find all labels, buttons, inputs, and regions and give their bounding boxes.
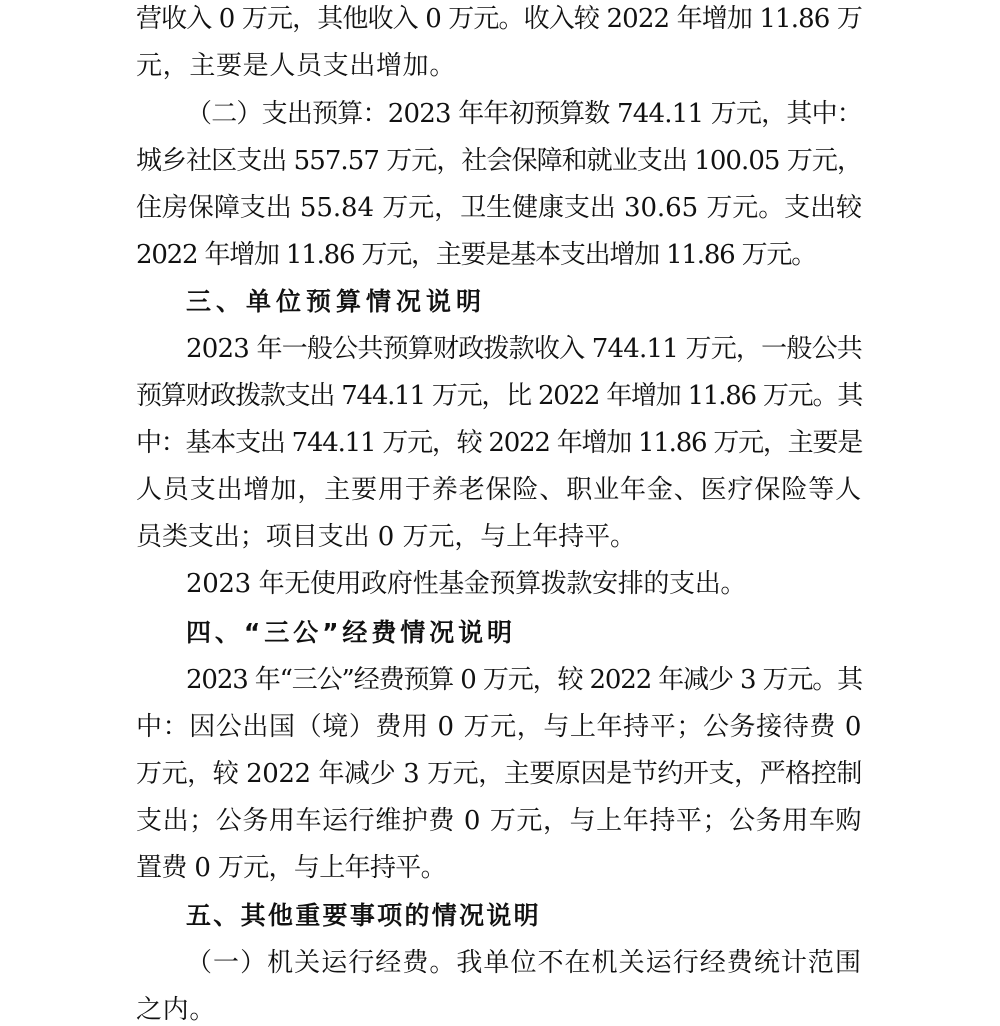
text-line-19: 置费 0 万元，与上年持平。 <box>136 853 446 883</box>
section-heading-4: 四、“三公”经费情况说明 <box>186 618 516 647</box>
text-line-12: 员类支出；项目支出 0 万元，与上年持平。 <box>136 522 636 552</box>
section-heading-5: 五、其他重要事项的情况说明 <box>186 901 541 930</box>
text-line-8: 2023 年一般公共预算财政拨款收入 744.11 万元，一般公共 <box>186 334 862 364</box>
text-line-1: 营收入 0 万元，其他收入 0 万元。收入较 2022 年增加 11.86 万 <box>136 4 862 34</box>
text-line-17: 万元，较 2022 年减少 3 万元，主要原因是节约开支，严格控制 <box>136 759 862 789</box>
text-line-11: 人员支出增加，主要用于养老保险、职业年金、医疗保险等人 <box>136 475 862 505</box>
text-line-13: 2023 年无使用政府性基金预算拨款安排的支出。 <box>186 569 746 599</box>
text-line-2: 元，主要是人员支出增加。 <box>136 51 456 81</box>
text-line-16: 中：因公出国（境）费用 0 万元，与上年持平；公务接待费 0 <box>136 712 862 742</box>
text-line-3: （二）支出预算：2023 年年初预算数 744.11 万元，其中： <box>186 99 862 129</box>
text-line-5: 住房保障支出 55.84 万元，卫生健康支出 30.65 万元。支出较 <box>136 193 862 223</box>
section-heading-3: 三、单位预算情况说明 <box>186 287 486 316</box>
text-line-6: 2022 年增加 11.86 万元，主要是基本支出增加 11.86 万元。 <box>136 240 816 270</box>
text-line-10: 中：基本支出 744.11 万元，较 2022 年增加 11.86 万元，主要是 <box>136 428 862 458</box>
text-line-9: 预算财政拨款支出 744.11 万元，比 2022 年增加 11.86 万元。其 <box>136 381 862 411</box>
text-line-18: 支出；公务用车运行维护费 0 万元，与上年持平；公务用车购 <box>136 806 862 836</box>
text-line-22: 之内。 <box>136 995 216 1025</box>
text-line-4: 城乡社区支出 557.57 万元，社会保障和就业支出 100.05 万元， <box>136 146 862 176</box>
text-line-15: 2023 年“三公”经费预算 0 万元，较 2022 年减少 3 万元。其 <box>186 665 862 695</box>
text-line-21: （一）机关运行经费。我单位不在机关运行经费统计范围 <box>186 948 862 978</box>
